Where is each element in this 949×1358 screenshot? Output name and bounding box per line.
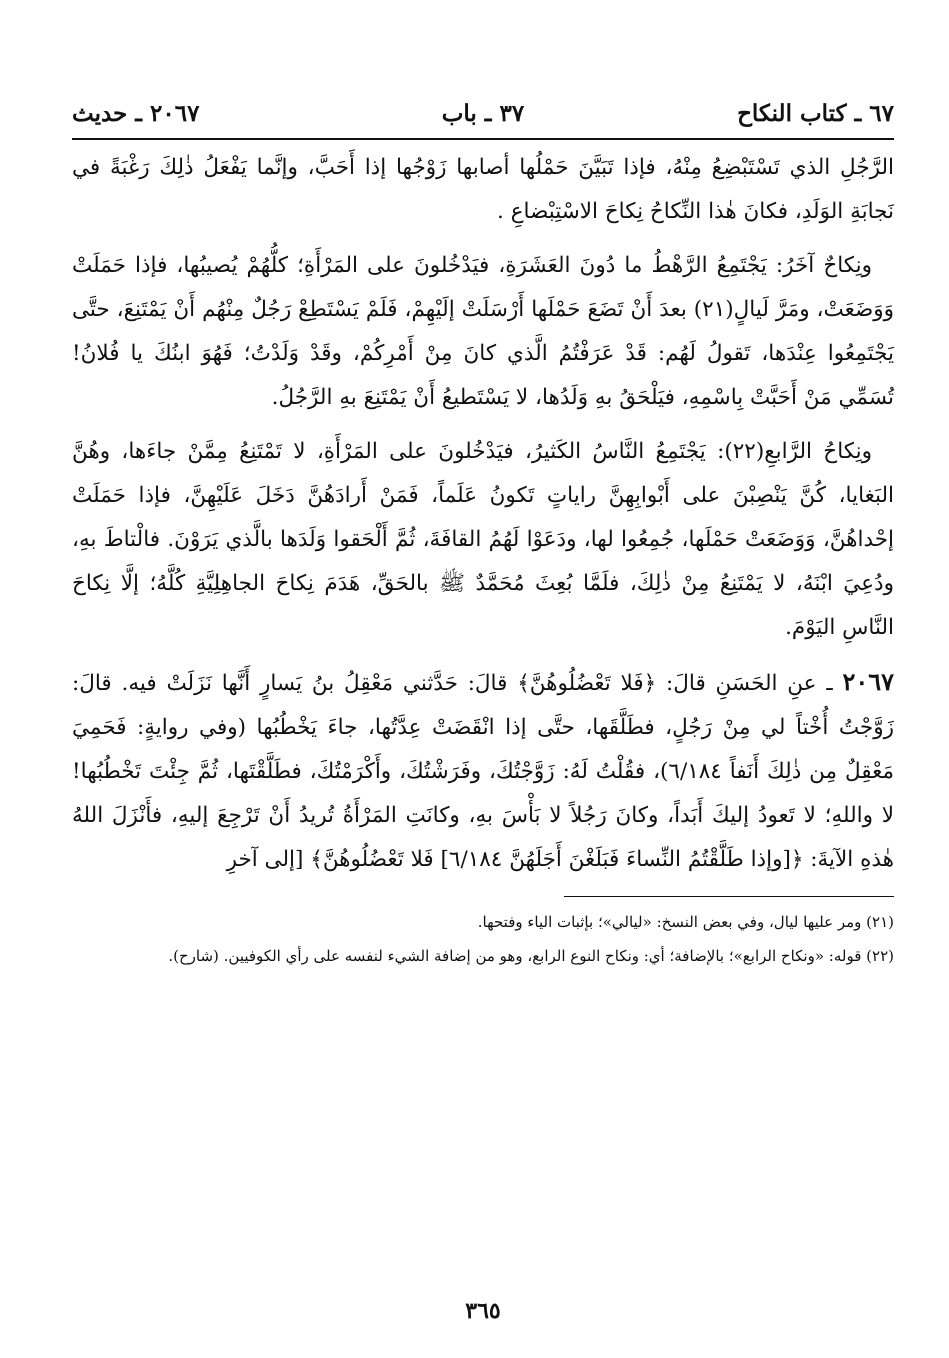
book-page <box>72 88 894 1348</box>
book-title: ٦٧ ـ كتاب النكاح <box>737 100 894 127</box>
running-header <box>72 88 894 140</box>
chapter-title: ٣٧ ـ باب <box>441 100 525 127</box>
footnotes <box>72 905 894 973</box>
hadith-label: ٢٠٦٧ ـ حديث <box>72 100 200 127</box>
hadith-2067 <box>72 660 894 882</box>
main-text <box>72 146 894 882</box>
hadith-number: ٢٠٦٧ <box>842 667 894 696</box>
paragraph-fourth-marriage: ونِكاحُ الرَّابعِ(٢٢): يَجْتَمِعُ النَّاسُ الكَثيرُ، فيَدْخُلونَ على المَرْأَةِ، لا تَمْتَنِعُ مِمَّنْ جاءَها، وهُنَّ البَغايا، كُنَّ يَنْصِبْنَ على أَبْوابِهِنَّ راياتٍ تَكونُ عَلَماً، فَمَنْ أَرادَهُنَّ دَخَلَ عَلَيْهِنَّ، فإذا حَمَلَتْ إحْداهُنَّ، وَوَضَعَتْ حَمْلَها، جُمِعُوا لها، ودَعَوْا لَهُمُ القافَةَ، ثُمَّ أَلْحَقوا وَلَدَها بالَّذي يَرَوْنَ. فالْتاطَ بهِ، ودُعِيَ ابْنَهُ، لا يَمْتَنِعُ مِنْ ذٰلِكَ، فلَمَّا بُعِثَ مُحَمَّدٌ ﷺ بالحَقِّ، هَدَمَ نِكاحَ الجاهِلِيَّةِ كُلَّهُ؛ إلَّا نِكاحَ النَّاسِ اليَوْمَ. <box>72 439 894 640</box>
footnote-divider <box>564 896 894 897</box>
paragraph-continuation: الرَّجُلِ الذي تَسْتَبْضِعُ مِنْهُ، فإذا تَبَيَّنَ حَمْلُها أصابها زَوْجُها إذا أَحَبَّ، وإنَّما يَفْعَلُ ذٰلِكَ رَغْبَةً في نَجابَةِ الوَلَدِ، فكانَ هٰذا النِّكاحُ نِكاحَ الاسْتِبْضاعِ . <box>72 155 894 224</box>
footnote-21: (٢١) ومر عليها ليال، وفي بعض النسخ: «ليالي»؛ بإثبات الياء وفتحها. <box>477 913 894 931</box>
hadith-text: ـ عنِ الحَسَنِ قالَ: ﴿فَلا تَعْضُلُوهُنَّ﴾ قالَ: حَدَّثني مَعْقِلُ بنُ يَسارٍ أَنَّها نَزَلَتْ فيه. قالَ: زَوَّجْتُ أُخْتاً لي مِنْ رَجُلٍ، فطَلَّقَها، حتَّى إذا انْقَضَتْ عِدَّتُها، جاءَ يَخْطُبُها (وفي روايةٍ: فَحَمِيَ مَعْقِلٌ مِن ذٰلِكَ أَنَفاً ٦/١٨٤)، فقُلْتُ لَهُ: زَوَّجْتُكَ، وفَرَشْتُكَ، وأَكْرَمْتُكَ، فطَلَّقْتَها، ثُمَّ جِئْتَ تَخْطُبُها! لا واللهِ؛ لا تَعودُ إليكَ أَبَداً، وكانَ رَجُلاً لا بَأْسَ بهِ، وكانَتِ المَرْأَةُ تُريدُ أَنْ تَرْجِعَ إليهِ، فأَنْزَلَ اللهُ هٰذهِ الآيةَ: ﴿[وإذا طَلَّقْتُمُ النِّساءَ فَبَلَغْنَ أَجَلَهُنَّ ٦/١٨٤] فَلا تَعْضُلُوهُنَّ﴾ [إلى آخرِ <box>72 671 894 872</box>
paragraph-third-marriage: ونِكاحٌ آخَرُ: يَجْتَمِعُ الرَّهْطُ ما دُونَ العَشَرَةِ، فيَدْخُلونَ على المَرْأَةِ؛ كلُّهُمْ يُصيبُها، فإذا حَمَلَتْ وَوَضَعَتْ، ومَرَّ لَيالٍ(٢١) بعدَ أَنْ تَضَعَ حَمْلَها أَرْسَلَتْ إلَيْهِمْ، فَلَمْ يَسْتَطِعْ رَجُلٌ مِنْهُم أَنْ يَمْتَنِعَ، حتَّى يَجْتَمِعُوا عِنْدَها، تَقولُ لَهُم: قَدْ عَرَفْتُمُ الَّذي كانَ مِنْ أَمْرِكُمْ، وقَدْ وَلَدْتُ؛ فَهُوَ ابنُكَ يا فُلانُ! تُسَمِّي مَنْ أَحَبَّتْ بِاسْمِهِ، فيَلْحَقُ بهِ وَلَدُها، لا يَسْتَطيعُ أَنْ يَمْتَنِعَ بهِ الرَّجُلُ. <box>72 253 894 410</box>
page-number: ٣٦٥ <box>465 1298 501 1324</box>
footnote-22: (٢٢) قوله: «ونكاح الرابع»؛ بالإضافة؛ أي: ونكاح النوع الرابع، وهو من إضافة الشيء لنفسه على رأي الكوفيين. (شارح). <box>168 947 894 965</box>
